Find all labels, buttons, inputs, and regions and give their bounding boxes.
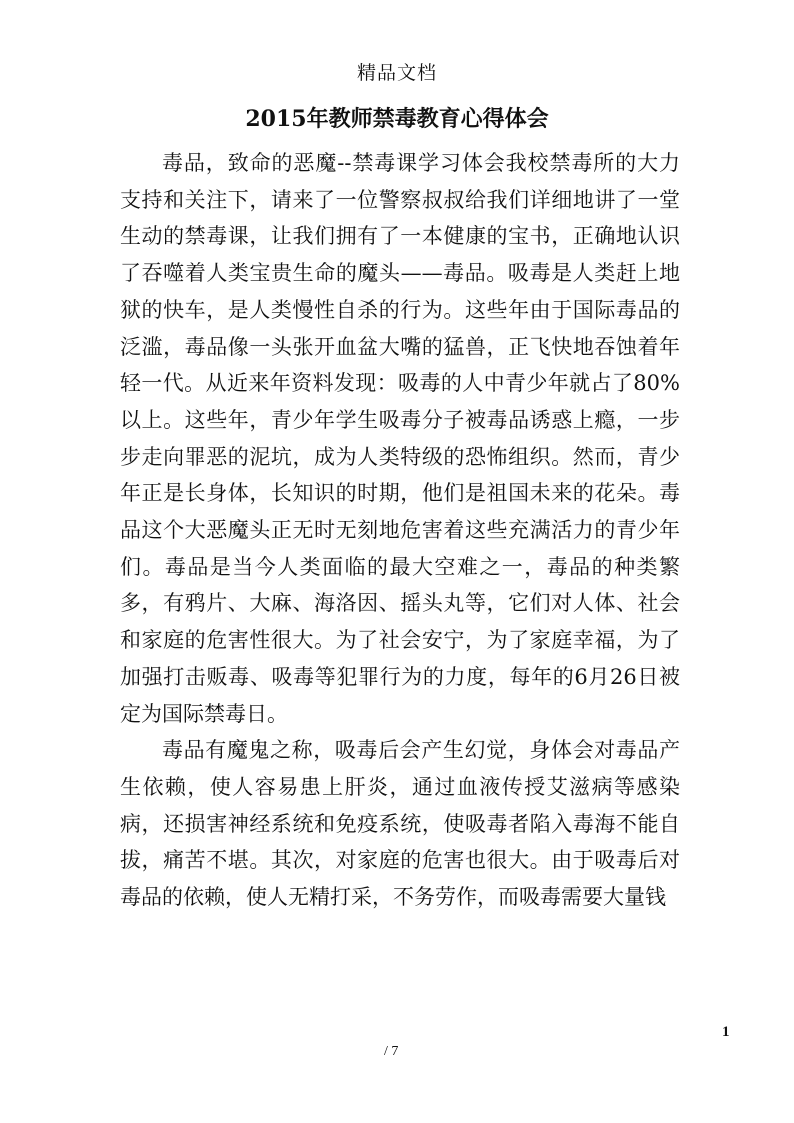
page-total: / 7 [384, 1044, 399, 1059]
paragraph: 毒品，致命的恶魔--禁毒课学习体会我校禁毒所的大力支持和关注下，请来了一位警察叔叔给我们详细地讲了一堂生动的禁毒课，让我们拥有了一本健康的宝书，正确地认识了吞噬着人类宝贵生命的魔头——毒品。吸毒是人类赶上地狱的快车，是人类慢性自杀的行为。这些年由于国际毒品的泛滥，毒品像一头张开血盆大嘴的猛兽，正飞快地吞蚀着年轻一代。从近来年资料发现：吸毒的人中青少年就占了80%以上。这些年，青少年学生吸毒分子被毒品诱惑上瘾，一步步走向罪恶的泥坑，成为人类特级的恐怖组织。然而，青少年正是长身体，长知识的时期，他们是祖国未来的花朵。毒品这个大恶魔头正无时无刻地危害着这些充满活力的青少年们。毒品是当今人类面临的最大空难之一，毒品的种类繁多，有鸦片、大麻、海洛因、摇头丸等，它们对人体、社会和家庭的危害性很大。为了社会安宁，为了家庭幸福，为了加强打击贩毒、吸毒等犯罪行为的力度，每年的6月26日被定为国际禁毒日。 [120, 151, 680, 726]
document-body [120, 145, 680, 916]
document-title: 2015年教师禁毒教育心得体会 [245, 106, 549, 132]
page-number: 1 [722, 1024, 730, 1040]
paragraph: 毒品有魔鬼之称，吸毒后会产生幻觉，身体会对毒品产生依赖，使人容易患上肝炎，通过血液传授艾滋病等感染病，还损害神经系统和免疫系统，使吸毒者陷入毒海不能自拔，痛苦不堪。其次，对家庭的危害也很大。由于吸毒后对毒品的依赖，使人无精打采，不务劳作，而吸毒需要大量钱 [120, 738, 680, 910]
page-header: 精品文档 [356, 62, 437, 84]
